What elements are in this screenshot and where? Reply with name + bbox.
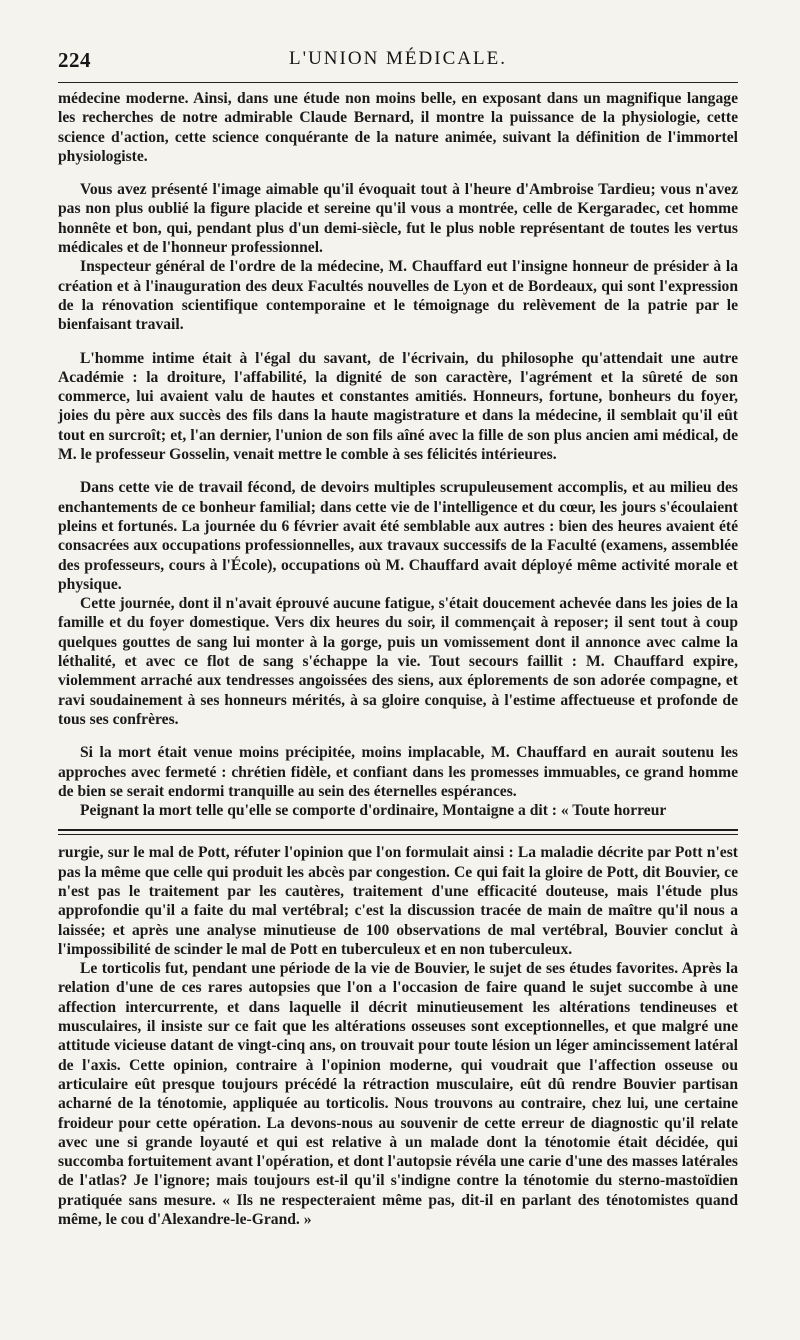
paragraph: rurgie, sur le mal de Pott, réfuter l'opinion que l'on formulait ainsi : La maladie décrite par Pott n'est pas la même que celle qui produit les abcès par congestion. Ce qui fait la gloire de Pott, dit Bouvier, ce n'est pas le traitement par les cautères, traitement d'une efficacité douteuse, mais l'étude plus approfondie qu'il a faite du mal vertébral; c'est la discussion tracée de main de maître qu'il nous a laissée; et après une analyse minutieuse de 100 observations de mal vertébral, Bouvier conclut à l'impossibilité de scinder le mal de Pott en tuberculeux et en non tuberculeux. [58,844,738,958]
paragraph: Si la mort était venue moins précipitée, moins implacable, M. Chauffard en aurait soutenu les approches avec fermeté : chrétien fidèle, et confiant dans les promesses immuables, ce grand homme de bien se serait endormi tranquille au sein des éternelles espérances. [58,744,738,800]
journal-title: L'UNION MÉDICALE. [289,48,507,69]
page-number: 224 [58,48,91,72]
paragraph: Peignant la mort telle qu'elle se comporte d'ordinaire, Montaigne a dit : « Toute horreur [80,802,667,820]
paragraph: Dans cette vie de travail fécond, de devoirs multiples scrupuleusement accomplis, et au milieu des enchantements de ce bonheur familial; dans cette vie de l'intelligence et du cœur, les jours s'écoulaient pleins et fortunés. La journée du 6 février avait été semblable aux autres : bien des heures avaient été consacrées aux occupations professionnelles, aux travaux successifs de la Faculté (examens, assemblée des professeurs, cours à l'École), occupations où M. Chauffard avait déployé même activité morale et physique. [58,479,738,593]
paragraph: L'homme intime était à l'égal du savant, de l'écrivain, du philosophe qu'attendait une autre Académie : la droiture, l'affabilité, la dignité de son caractère, l'agrément et la sûreté de son commerce, lui avaient valu de hautes et constantes amitiés. Honneurs, fortune, bonheurs du foyer, joies du père aux succès des fils dans la haute magistrature et dans la médecine, il semblait qu'il eût tout en surcroît; et, l'an dernier, l'union de son fils aîné avec la fille de son plus ancien ami médical, de M. le professeur Gosselin, venait mettre le comble à ses félicités intérieures. [58,349,738,464]
paragraph: Le torticolis fut, pendant une période de la vie de Bouvier, le sujet de ses études favorites. Après la relation d'une de ces rares autopsies que l'on a l'occasion de faire quand le sujet succombe à une affection intercurrente, et dans laquelle il décrit minutieusement les altérations tendineuses et musculaires, il insiste sur ce fait que les altérations osseuses sont exceptionnelles, et que malgré une attitude vicieuse datant de vingt-cinq ans, on trouvait pour toute lésion un léger amincissement latéral de l'axis. Cette opinion, contraire à l'opinion moderne, qui voudrait que l'affection osseuse ou articulaire eût presque toujours précédé la rétraction musculaire, eût dû rendre Bouvier partisan acharné de la ténotomie, appliquée au torticolis. Nous trouvons au contraire, chez lui, une certaine froideur pour cette opération. La devons-nous au souvenir de cette erreur de diagnostic qu'il relate avec une si grande loyauté et qui est relative à un malade dont la ténotomie était décidée, qui succomba fortuitement avant l'opération, et dont l'autopsie révéla une carie d'une des masses latérales de l'atlas? Je l'ignore; mais toujours est-il qu'il s'indigne contre la ténotomie du sterno-mastoïdien pratiquée sans mesure. « Ils ne respecteraient même pas, dit-il en parlant des ténotomistes quand même, le cou d'Alexandre-le-Grand. » [58,960,738,1229]
paragraph: Vous avez présenté l'image aimable qu'il évoquait tout à l'heure d'Ambroise Tardieu; vous n'avez pas non plus oublié la figure placide et sereine qu'il vous a montrée, celle de Kergaradec, cet homme honnête et bon, qui, pendant plus d'un demi-siècle, fut le plus noble représentant de toutes les vertus médicales et de l'honneur professionnel. [58,181,738,257]
running-head [58,48,738,78]
paragraph: Inspecteur général de l'ordre de la médecine, M. Chauffard eut l'insigne honneur de présider à la création et à l'inauguration des deux Facultés nouvelles de Lyon et de Bordeaux, qui sont l'expression de la rénovation scientifique contemporaine et le témoignage du relèvement de la patrie par le bienfaisant travail. [58,258,738,334]
header-rule [58,82,738,83]
paragraph: Cette journée, dont il n'avait éprouvé aucune fatigue, s'était doucement achevée dans les joies de la famille et du foyer domestique. Vers dix heures du soir, il commençait à reposer; il sent tout à coup quelques gouttes de sang lui monter à la gorge, puis un vomissement dont il annonce avec calme la léthalité, et avec ce flot de sang s'échappe la vie. Tout secours faillit : M. Chauffard expire, violemment arraché aux tendresses angoissées des siens, aux éplorements de son adorée compagne, et ravi soudainement à ses honneurs mérités, à sa gloire conquise, à l'estime affectueuse et profonde de tous ses confrères. [58,595,738,728]
section-divider [58,829,738,836]
page [58,48,738,1229]
lower-article [58,843,738,1229]
paragraph: médecine moderne. Ainsi, dans une étude non moins belle, en exposant dans un magnifique langage les recherches de notre admirable Claude Bernard, il montre la puissance de la physiologie, cette science d'action, cette science conquérante de la nature animée, suivant la définition de l'immortel physiologiste. [58,90,738,165]
upper-article [58,89,738,820]
